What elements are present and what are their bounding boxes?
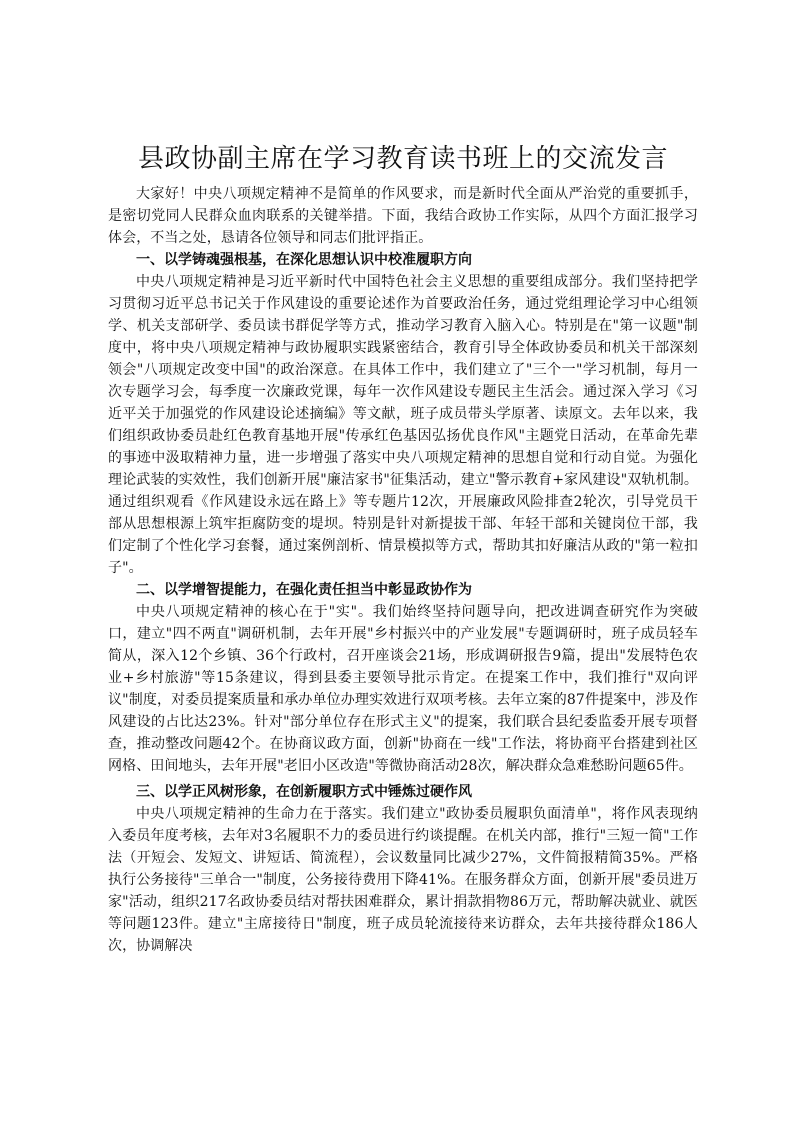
section-1-body: 中央八项规定精神是习近平新时代中国特色社会主义思想的重要组成部分。我们坚持把学习贯彻习近平总书记关于作风建设的重要论述作为首要政治任务，通过党组理论学习中心组领学、机关支部研学、委员读书群促学等方式，推动学习教育入脑入心。特别是在"第一议题"制度中，将中央八项规定精神与政协履职实践紧密结合，教育引导全体政协委员和机关干部深刻领会"八项规定改变中国"的政治深意。在具体工作中，我们建立了"三个一"学习机制，每月一次专题学习会，每季度一次廉政党课，每年一次作风建设专题民主生活会。通过深入学习《习近平关于加强党的作风建设论述摘编》等文献，班子成员带头学原著、读原文。去年以来，我们组织政协委员赴红色教育基地开展"传承红色基因弘扬优良作风"主题党日活动，在革命先辈的事迹中汲取精神力量，进一步增强了落实中央八项规定精神的思想自觉和行动自觉。为强化理论武装的实效性，我们创新开展"廉洁家书"征集活动，建立"警示教育+家风建设"双轨机制。通过组织观看《作风建设永远在路上》等专题片12次，开展廉政风险排查2轮次，引导党员干部从思想根源上筑牢拒腐防变的堤坝。特别是针对新提拔干部、年轻干部和关键岗位干部，我们定制了个性化学习套餐，通过案例剖析、情景模拟等方式，帮助其扣好廉洁从政的"第一粒扣子"。 (108, 274, 698, 576)
document-page (108, 142, 698, 957)
section-3-heading: 三、以学正风树形象，在创新履职方式中锤炼过硬作风 (136, 784, 472, 800)
intro-paragraph: 大家好！中央八项规定精神不是简单的作风要求，而是新时代全面从严治党的重要抓手，是密切党同人民群众血肉联系的关键举措。下面，我结合政协工作实际，从四个方面汇报学习体会，不当之处，恳请各位领导和同志们批评指正。 (108, 186, 698, 246)
section-2-heading: 二、以学增智提能力，在强化责任担当中彰显政协作为 (136, 582, 472, 598)
document-title: 县政协副主席在学习教育读书班上的交流发言 (137, 144, 668, 174)
section-2-body: 中央八项规定精神的核心在于"实"。我们始终坚持问题导向，把改进调查研究作为突破口，建立"四不两直"调研机制，去年开展"乡村振兴中的产业发展"专题调研时，班子成员轻车简从，深入12个乡镇、36个行政村，召开座谈会21场，形成调研报告9篇，提出"发展特色农业+乡村旅游"等15条建议，得到县委主要领导批示肯定。在提案工作中，我们推行"双向评议"制度，对委员提案质量和承办单位办理实效进行双项考核。去年立案的87件提案中，涉及作风建设的占比达23%。针对"部分单位存在形式主义"的提案，我们联合县纪委监委开展专项督查，推动整改问题42个。在协商议政方面，创新"协商在一线"工作法，将协商平台搭建到社区网格、田间地头，去年开展"老旧小区改造"等微协商活动28次，解决群众急难愁盼问题65件。 (108, 604, 698, 774)
section-3-body: 中央八项规定精神的生命力在于落实。我们建立"政协委员履职负面清单"，将作风表现纳入委员年度考核，去年对3名履职不力的委员进行约谈提醒。在机关内部，推行"三短一简"工作法（开短会、发短文、讲短话、简流程），会议数量同比减少27%，文件简报精简35%。严格执行公务接待"三单合一"制度，公务接待费用下降41%。在服务群众方面，创新开展"委员进万家"活动，组织217名政协委员结对帮扶困难群众，累计捐款捐物86万元，帮助解决就业、就医等问题123件。建立"主席接待日"制度，班子成员轮流接待来访群众，去年共接待群众186人次，协调解决 (108, 806, 698, 954)
section-1-heading: 一、以学铸魂强根基，在深化思想认识中校准履职方向 (136, 252, 472, 268)
